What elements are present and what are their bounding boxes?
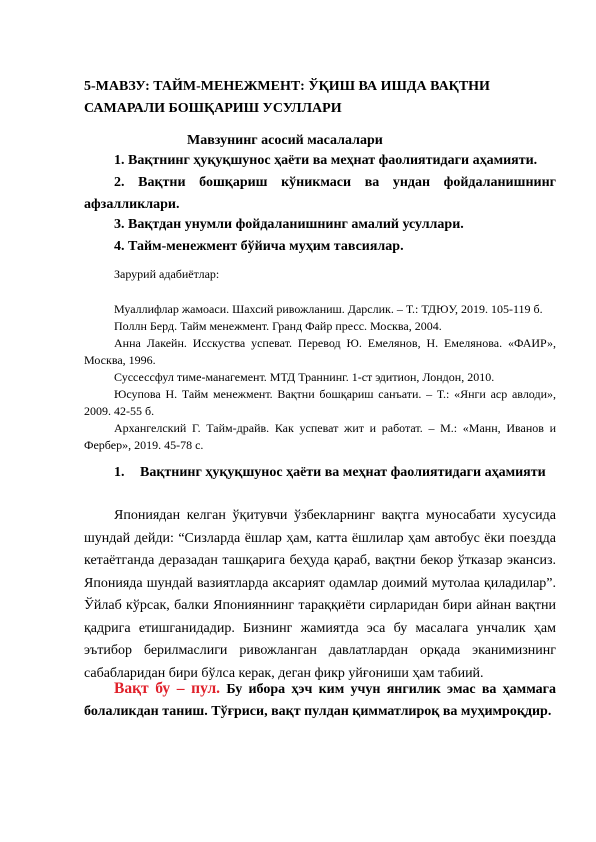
literature-heading: Зарурий адабиётлар: (114, 267, 220, 281)
section-title: Вақтнинг ҳуқуқшунос ҳаёти ва меҳнат фаолиятидаги аҳамияти (140, 465, 546, 480)
quote-highlight: Вақт бу – пул. (114, 680, 221, 697)
question-item: 1. Вақтнинг ҳуқуқшунос ҳаёти ва меҳнат фаолиятидаги аҳамияти. (114, 153, 538, 168)
quote-paragraph (84, 678, 556, 723)
literature-item: Анна Лакейн. Исскуства успеват. Перевод Ю. Емелянов, Н. Емелянова. «ФАИР», Москва, 1996. (84, 336, 556, 367)
literature-item: Архангелский Г. Тайм-драйв. Как успеват жит и работат. – М.: «Манн, Иванов и Фербер», 2019. 45-78 с. (84, 421, 556, 452)
question-item: 4. Тайм-менежмент бўйича муҳим тавсиялар. (114, 239, 404, 254)
quote-text: Бу ибора ҳэч ким учун янгилик эмас ва ҳаммага болаликдан таниш. Тўғриси, вақт пулдан қимматлироқ ва муҳимроқдир. (84, 682, 557, 719)
literature-item: Юсупова Н. Тайм менежмент. Вақтни бошқариш санъати. – Т.: «Янги аср авлоди», 2009. 42-55 б. (84, 387, 556, 418)
body-paragraph: Япониядан келган ўқитувчи ўзбекларнинг вақтга муносабати хусусида шундай дейди: “Сизларда ёшлар ҳам, катта ёшлилар ҳам автобус ёки поездда кетаётганда деразадан ташқарига беҳуда қараб, вақтни бекор ўтказар экансиз. Японияда шундай вазиятларда аксарият одамлар доимий мутолаа қиладилар”. Ўйлаб кўрсак, балки Японияннинг тараққиёти сирларидан бири айнан вақтни қадрига етишганидадир. Бизнинг жамиятда эса бу масалага унчалик ҳам эътибор берилмаслиги ривожланган давлатлардан орқада эканимизнинг сабабларидан бири бўлса керак, деган фикр уйғониши ҳам табиий. (84, 508, 556, 681)
subtitle: Мавзунинг асосий масалалари (187, 133, 383, 148)
literature-item: Муаллифлар жамоаси. Шахсий ривожланиш. Дарслик. – Т.: ТДЮУ, 2019. 105-119 б. (114, 302, 543, 316)
question-item: 3. Вақтдан унумли фойдаланишнинг амалий усуллари. (114, 217, 464, 232)
section-heading (84, 462, 556, 484)
literature-item: Поллн Берд. Тайм менежмент. Гранд Файр пресс. Москва, 2004. (114, 319, 442, 333)
literature-item: Суссессфул тиме-манагемент. МТД Траннинг. 1-ст эдитион, Лондон, 2010. (114, 370, 495, 384)
section-number: 1. (114, 465, 125, 480)
page-title: 5-МАВЗУ: ТАЙМ-МЕНЕЖМЕНТ: ЎҚИШ ВА ИШДА ВАҚТНИ САМАРАЛИ БОШҚАРИШ УСУЛЛАРИ (84, 79, 490, 116)
question-item: 2. Вақтни бошқариш кўникмаси ва ундан фойдаланишнинг афзалликлари. (84, 175, 556, 212)
